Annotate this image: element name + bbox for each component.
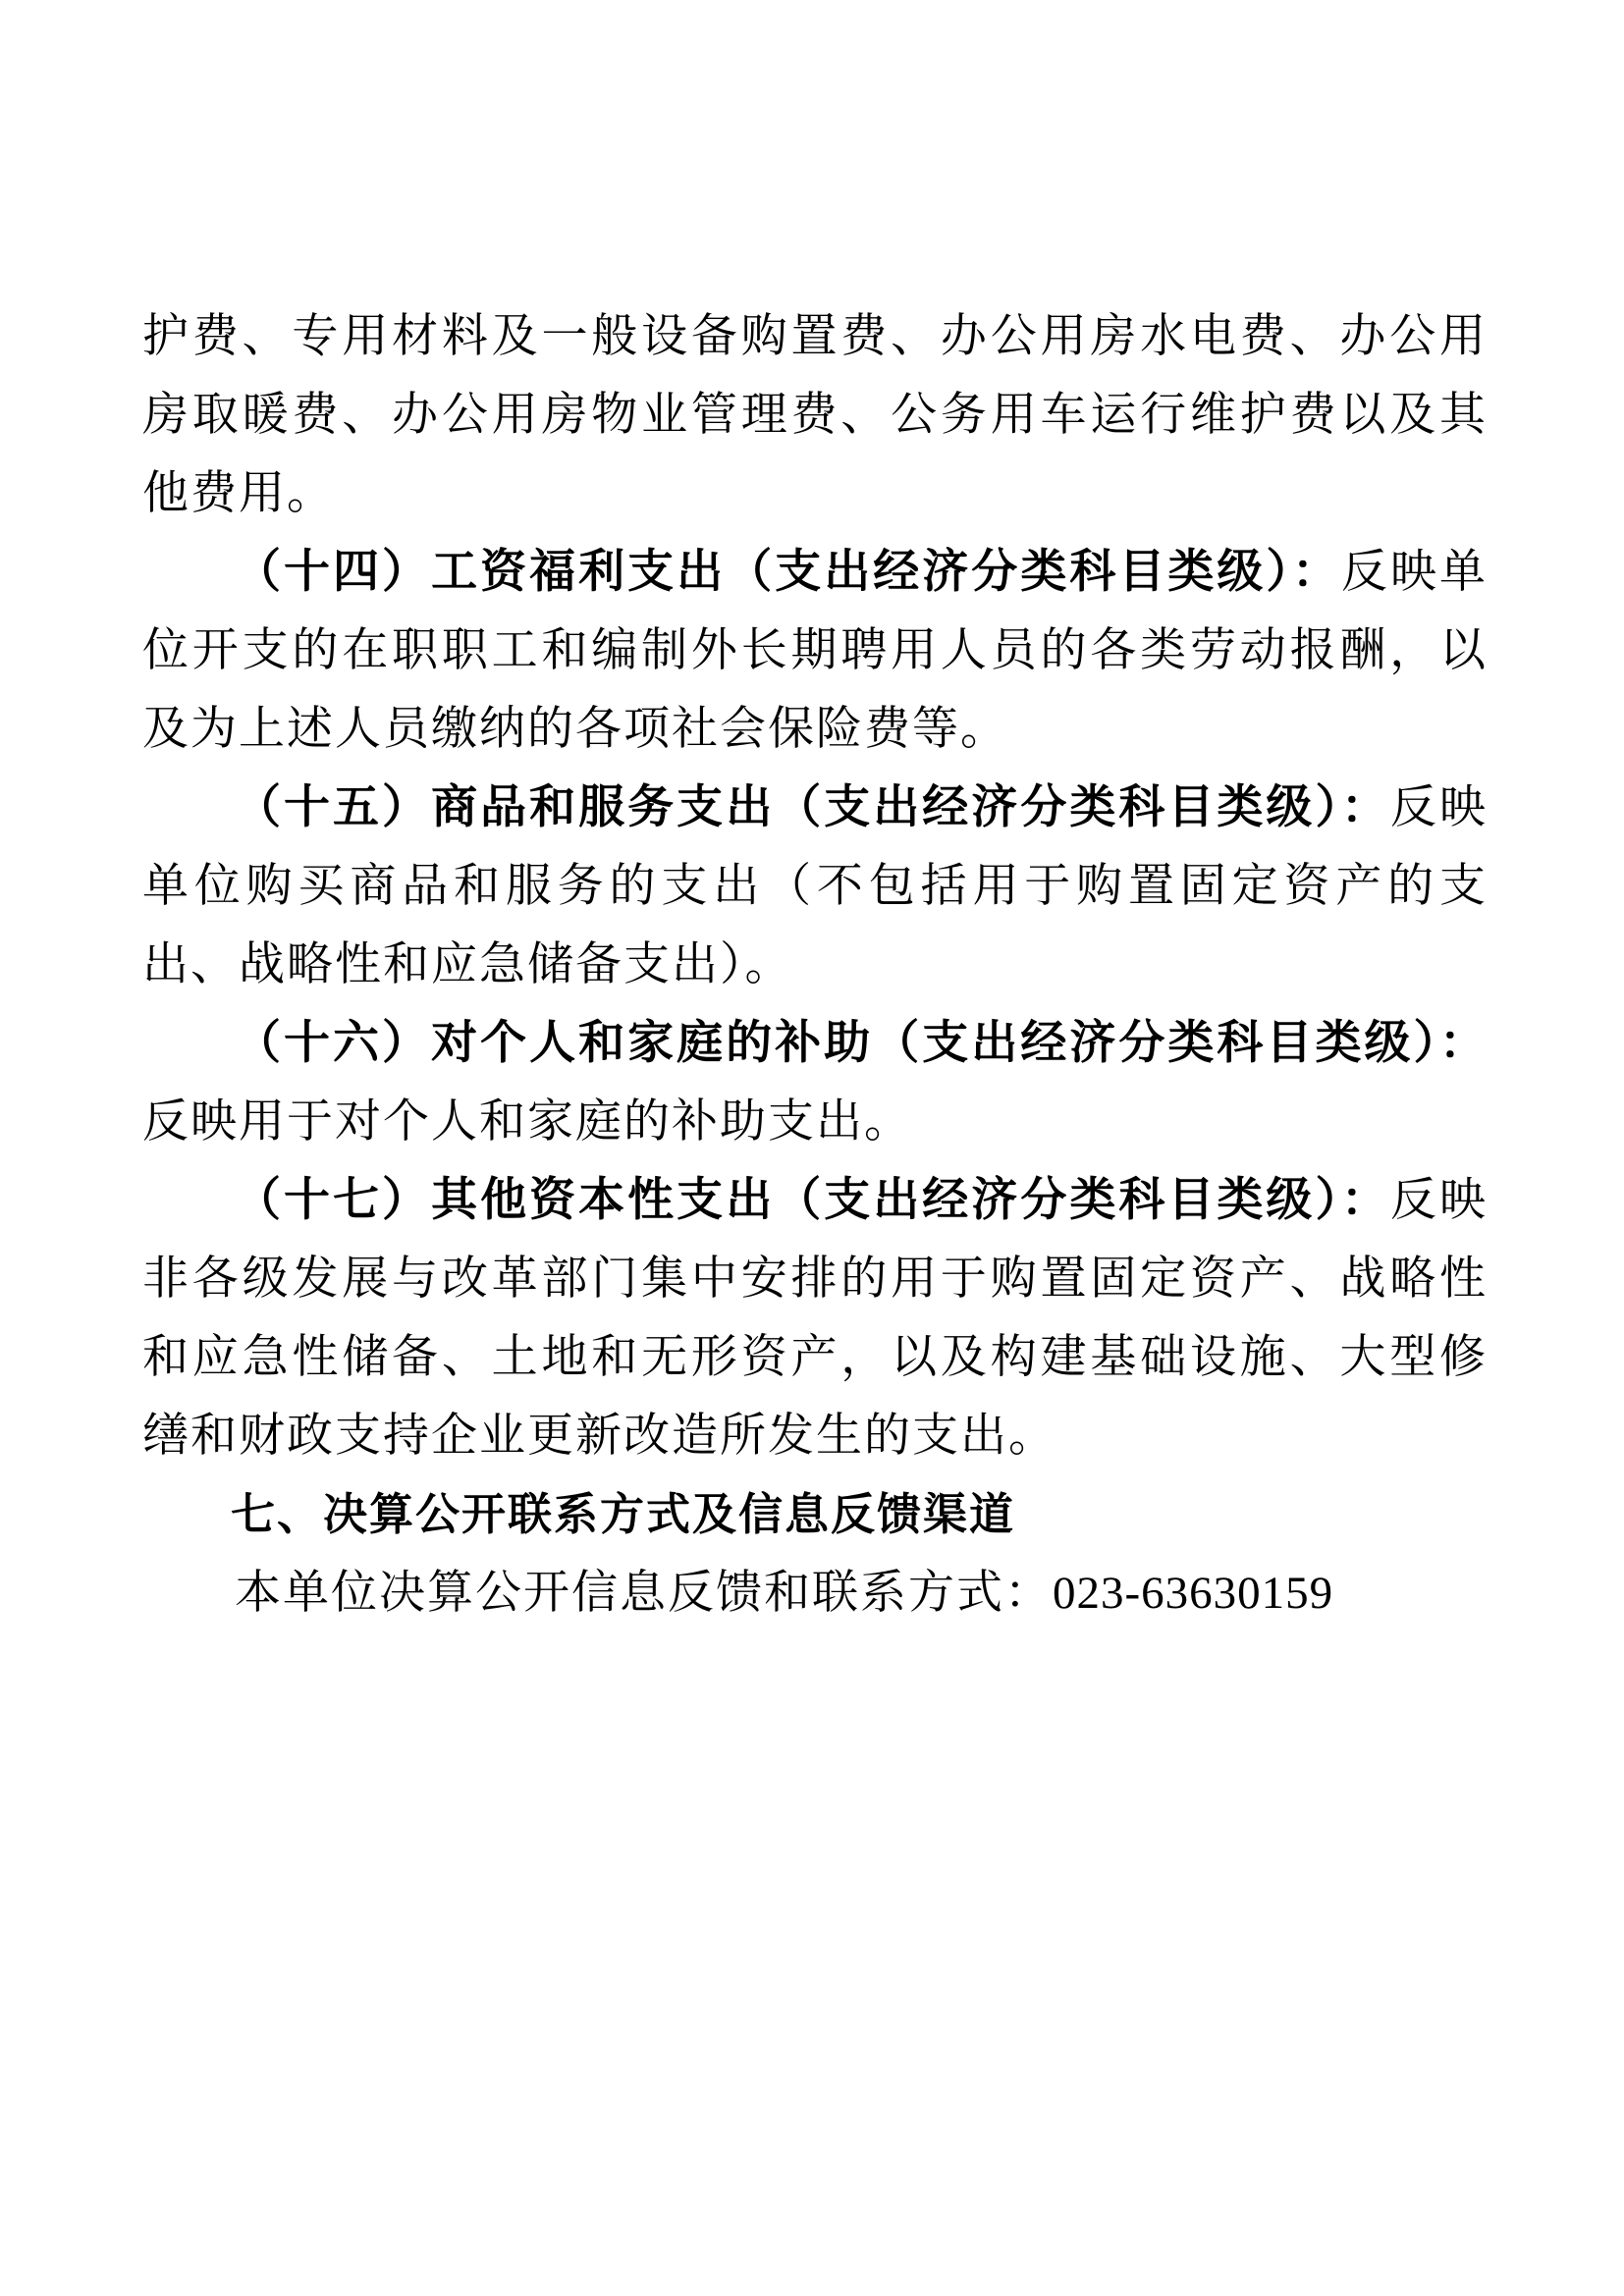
paragraph-body-text: 反映非各级发展与改革部门集中安排的用于购置固定资产、战略性和应急性储备、土地和无形资产，以及构建基础设施、大型修缮和财政支持企业更新改造所发生的支出。 [142,1175,1489,1462]
contact-label: 本单位决算公开信息反馈和联系方式： [235,1568,1053,1619]
section-7-heading: 七、决算公开联系方式及信息反馈渠道 [231,1489,1016,1539]
contact-paragraph [142,1554,1488,1632]
contact-phone-number: 023-63630159 [1053,1568,1334,1619]
paragraph-body-text: 反映用于对个人和家庭的补助支出。 [142,1096,912,1148]
paragraph-item-17 [142,1161,1488,1475]
paragraph-bold-lead: （十四）工资福利支出（支出经济分类科目类级）： [235,547,1341,598]
paragraph-body-text: 反映单位开支的在职职工和编制外长期聘用人员的各类劳动报酬，以及为上述人员缴纳的各项社会保险费等。 [142,547,1489,755]
paragraph-bold-lead: （十七）其他资本性支出（支出经济分类科目类级）： [235,1175,1390,1226]
paragraph-continuation [142,297,1488,533]
paragraph-body-text: 护费、专用材料及一般设备购置费、办公用房水电费、办公用房取暖费、办公用房物业管理费、公务用车运行维护费以及其他费用。 [142,311,1488,519]
paragraph-item-15 [142,769,1488,1004]
paragraph-body-text: 反映单位购买商品和服务的支出（不包括用于购置固定资产的支出、战略性和应急储备支出）。 [142,782,1489,990]
paragraph-item-16 [142,1004,1488,1161]
paragraph-bold-lead: （十五）商品和服务支出（支出经济分类科目类级）： [235,782,1390,833]
paragraph-bold-lead: （十六）对个人和家庭的补助（支出经济分类科目类级）： [235,1018,1488,1069]
paragraph-item-14 [142,533,1488,769]
